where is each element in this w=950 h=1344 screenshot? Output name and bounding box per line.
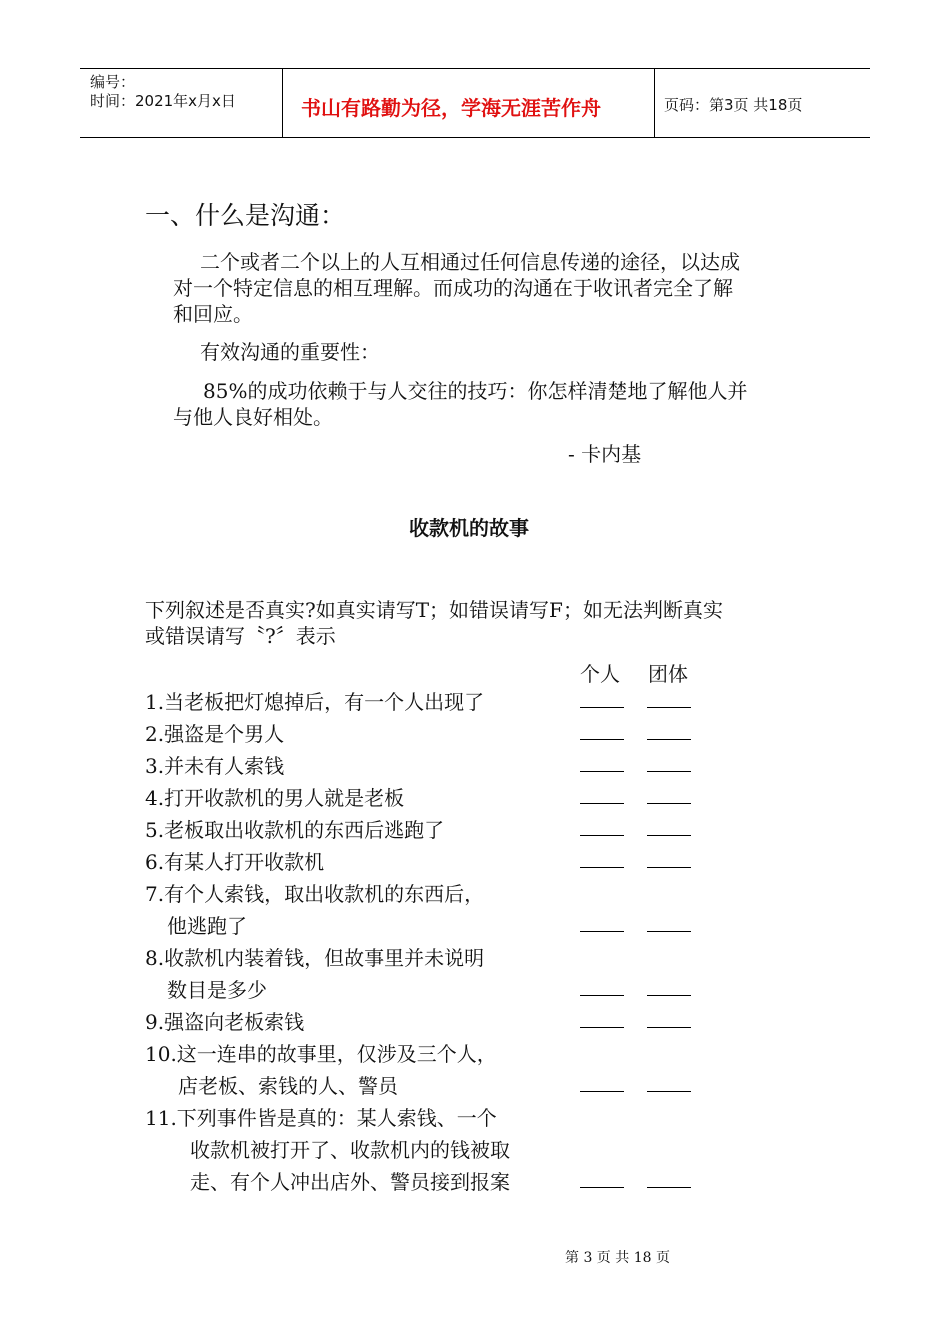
answer-blank-individual[interactable] — [580, 1187, 624, 1188]
answer-blank-group[interactable] — [647, 771, 691, 772]
answer-blank-individual[interactable] — [580, 1027, 624, 1028]
answer-blank-individual[interactable] — [580, 931, 624, 932]
definition-line: 对一个特定信息的相互理解。而成功的沟通在于收讯者完全了解 — [173, 276, 733, 300]
question-text: 3.并未有人索钱 — [145, 754, 285, 778]
column-header-individual: 个人 — [580, 662, 620, 686]
question-text: 11.下列事件皆是真的：某人索钱、一个 — [145, 1106, 497, 1130]
answer-blank-group[interactable] — [647, 803, 691, 804]
question-text: 4.打开收款机的男人就是老板 — [145, 786, 405, 810]
question-text: 10.这一连串的故事里，仅涉及三个人， — [145, 1042, 497, 1066]
answer-blank-group[interactable] — [647, 707, 691, 708]
story-title: 收款机的故事 — [409, 516, 529, 540]
question-text: 收款机被打开了、收款机内的钱被取 — [190, 1138, 510, 1162]
question-text: 他逃跑了 — [167, 914, 247, 938]
question-text: 1.当老板把灯熄掉后，有一个人出现了 — [145, 690, 485, 714]
answer-blank-group[interactable] — [647, 1027, 691, 1028]
answer-blank-group[interactable] — [647, 1091, 691, 1092]
definition-line: 二个或者二个以上的人互相通过任何信息传递的途径，以达成 — [200, 250, 740, 274]
answer-blank-group[interactable] — [647, 739, 691, 740]
question-text: 2.强盗是个男人 — [145, 722, 285, 746]
header-divider — [654, 69, 655, 137]
header-motto: 书山有路勤为径，学海无涯苦作舟 — [301, 96, 601, 120]
instruction-line: 下列叙述是否真实?如真实请写T；如错误请写F；如无法判断真实 — [145, 598, 723, 622]
answer-blank-individual[interactable] — [580, 995, 624, 996]
importance-label: 有效沟通的重要性： — [200, 340, 380, 364]
question-text: 7.有个人索钱，取出收款机的东西后， — [145, 882, 485, 906]
section-heading: 一、什么是沟通： — [145, 201, 346, 230]
answer-blank-group[interactable] — [647, 835, 691, 836]
page-footer: 第 3 页 共 18 页 — [565, 1250, 670, 1266]
quote-line: 与他人良好相处。 — [173, 405, 333, 429]
answer-blank-individual[interactable] — [580, 803, 624, 804]
question-text: 数目是多少 — [167, 978, 267, 1002]
question-text: 6.有某人打开收款机 — [145, 850, 325, 874]
quote-attribution: - 卡内基 — [568, 442, 642, 466]
question-text: 8.收款机内装着钱，但故事里并未说明 — [145, 946, 485, 970]
answer-blank-group[interactable] — [647, 1187, 691, 1188]
definition-line: 和回应。 — [173, 302, 253, 326]
column-header-group: 团体 — [648, 662, 688, 686]
answer-blank-individual[interactable] — [580, 1091, 624, 1092]
header-page-code: 页码：第3页 共18页 — [664, 96, 803, 114]
question-text: 走、有个人冲出店外、警员接到报案 — [190, 1170, 510, 1194]
header-date: 时间：2021年x月x日 — [90, 92, 236, 110]
answer-blank-individual[interactable] — [580, 771, 624, 772]
question-text: 5.老板取出收款机的东西后逃跑了 — [145, 818, 445, 842]
answer-blank-group[interactable] — [647, 931, 691, 932]
answer-blank-individual[interactable] — [580, 707, 624, 708]
answer-blank-group[interactable] — [647, 867, 691, 868]
answer-blank-individual[interactable] — [580, 739, 624, 740]
question-text: 9.强盗向老板索钱 — [145, 1010, 305, 1034]
instruction-line: 或错误请写〝?〞表示 — [145, 624, 336, 648]
answer-blank-individual[interactable] — [580, 867, 624, 868]
answer-blank-individual[interactable] — [580, 835, 624, 836]
header-divider — [282, 69, 283, 137]
quote-line: 85%的成功依赖于与人交往的技巧：你怎样清楚地了解他人并 — [203, 379, 748, 403]
header-number-label: 编号： — [90, 73, 136, 91]
question-text: 店老板、索钱的人、警员 — [178, 1074, 398, 1098]
answer-blank-group[interactable] — [647, 995, 691, 996]
